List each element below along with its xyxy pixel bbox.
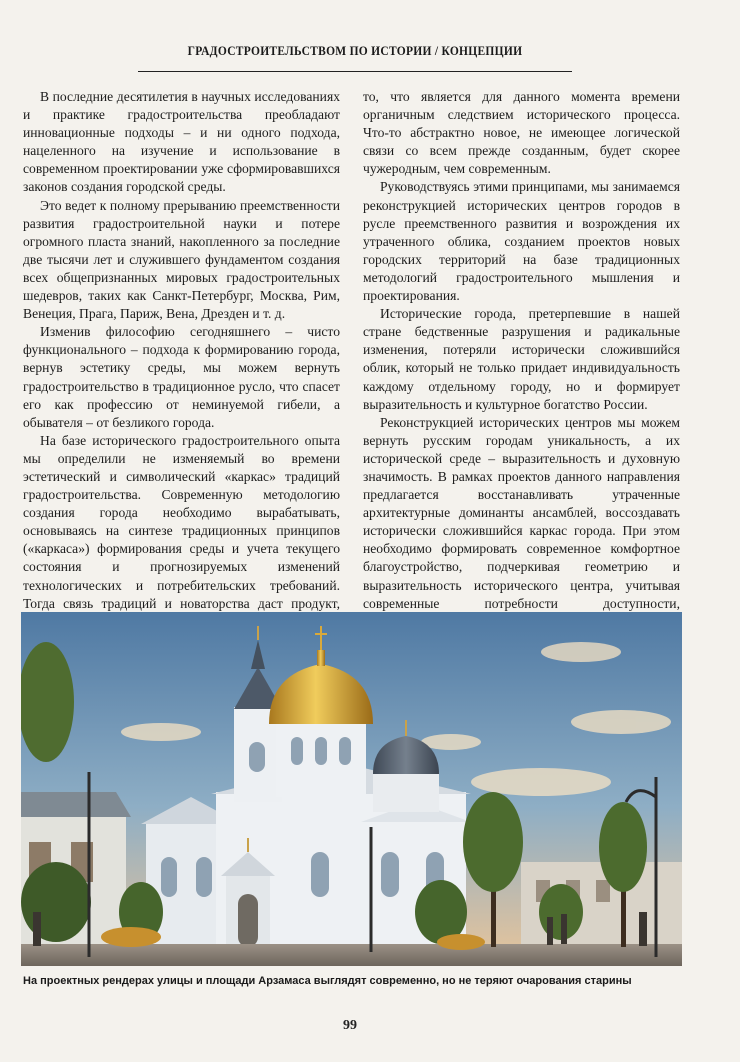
church-render-illustration bbox=[21, 612, 682, 966]
paragraph: Реконструкцией исторических центров мы можем вернуть русским городам уникальность, а их исторической среде – выразительность и духовную значимость. В рамках проектов данного направления предлагается восстанавливать утраченные архитектурные доминанты ансамблей, воссоздавать исторически сложившийся каркас города. При этом необходимо формировать современное комфортное благоустройство, подчеркивая геометрию и выразительность исторического центра, учитывая современные потребности доступности, bbox=[363, 414, 680, 611]
paragraph: то, что является для данного момента времени органичным следствием исторического процесса. Что-то абстрактно новое, не имеющее логической связи со всем прежде созданным, будет скорее чужеродным, чем современным. bbox=[363, 89, 680, 177]
paragraph: Исторические города, претерпевшие в нашей стране бедственные разрушения и радикальные изменения, потеряли исторически сложившийся облик, который не только придает индивидуальность каждому отдельному городу, но и формирует выразительность и культурное богатство России. bbox=[363, 306, 680, 412]
street bbox=[21, 944, 682, 966]
figure-caption: На проектных рендерах улицы и площади Арзамаса выглядят современно, но не теряют очарования старины bbox=[23, 975, 632, 987]
paragraph: Изменив философию сегодняшнего – чисто функционального – подхода к формированию города, вернув эстетику среды, мы можем вернуть градостроительство в традиционное русло, что спасет его как профессию от неминуемой гибели, а обывателя – от безликого города. bbox=[23, 324, 340, 430]
paragraph: В последние десятилетия в научных исследованиях и практике градостроительства преобладают инновационные подходы – и ни одного подхода, нацеленного на изучение и использование в современном проектировании уже сформировавшихся законов создания городской среды. bbox=[23, 89, 340, 195]
paragraph: На базе исторического градостроительного опыта мы определили не изменяемый во времени эстетический и символический «каркас» традиций градостроительства. Современную методологию создания города необходимо вырабатывать, основываясь на синтезе традиционных принципов («каркаса») формирования среды и учета текущего состояния и прогнозируемых изменений технологических и потребительских требований. Тогда связь традиций и новаторства даст продукт, bbox=[23, 432, 340, 611]
section-title: ГРАДОСТРОИТЕЛЬСТВОМ ПО ИСТОРИИ / КОНЦЕПЦИИ bbox=[187, 44, 523, 58]
page-number: 99 bbox=[343, 1018, 357, 1033]
paragraph: Это ведет к полному прерыванию преемственности развития градостроительной науки и потере огромного пласта знаний, накопленного за последние две тысячи лет и служившего фундаментом создания всех общепризнанных мировых градостроительных шедевров, таких как Санкт-Петербург, Москва, Рим, Венеция, Прага, Париж, Вена, Дрезден и т. д. bbox=[23, 197, 340, 322]
header-rule bbox=[138, 71, 572, 72]
paragraph: Руководствуясь этими принципами, мы занимаемся реконструкцией исторических центров городов в русле преемственного развития и возрождения их утраченного облика, созданием проектов новых городских территорий на базе традиционных методологий градостроительного мышления и проектирования. bbox=[363, 179, 680, 304]
article-left-column bbox=[23, 88, 340, 649]
article-right-column bbox=[363, 88, 680, 631]
church-render-svg bbox=[21, 612, 682, 966]
